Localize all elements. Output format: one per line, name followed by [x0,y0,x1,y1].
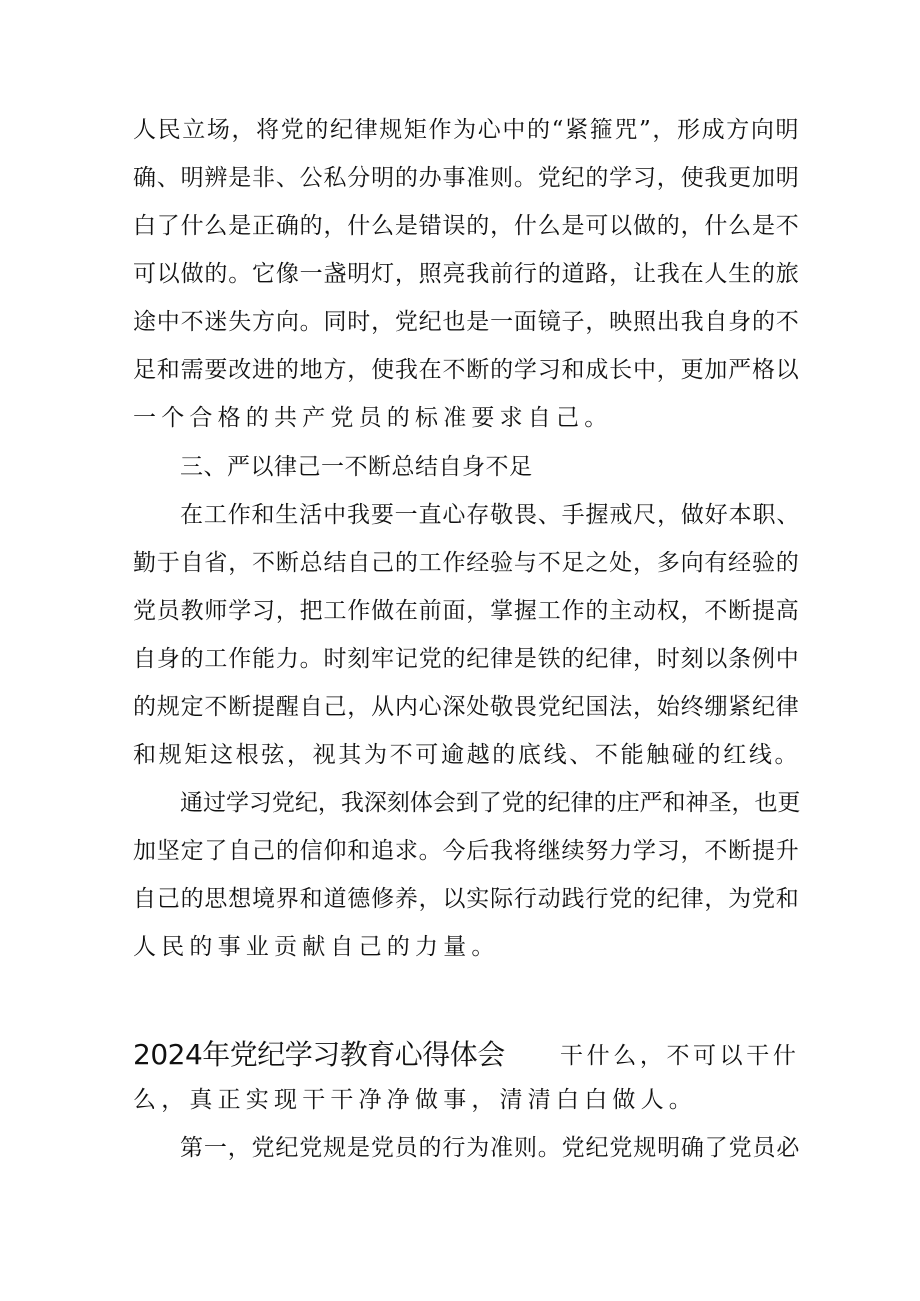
document-title: 2024年党纪学习教育心得体会 [133,1038,505,1071]
paragraph-line: 人民的事业贡献自己的力量。 [133,934,500,960]
paragraph-line: 可以做的。它像一盏明灯，照亮我前行的道路，让我在人生的旅 [133,261,800,287]
paragraph-line: 和规矩这根弦，视其为不可逾越的底线、不能触碰的红线。 [133,742,801,768]
paragraph-line: 途中不迷失方向。同时，党纪也是一面镜子，映照出我自身的不 [133,309,800,335]
paragraph-line: 白了什么是正确的，什么是错误的，什么是可以做的，什么是不 [133,213,800,239]
paragraph-line: 干什么，不可以干什 [560,1043,800,1069]
paragraph-line: 加坚定了自己的信仰和追求。今后我将继续努力学习，不断提升 [133,838,800,864]
paragraph-line: 勤于自省，不断总结自己的工作经验与不足之处，多向有经验的 [133,550,800,576]
paragraph-line: 党员教师学习，把工作做在前面，掌握工作的主动权，不断提高 [133,598,800,624]
paragraph-line: 通过学习党纪，我深刻体会到了党的纪律的庄严和神圣，也更 [180,790,801,816]
paragraph-line: 的规定不断提醒自己，从内心深处敬畏党纪国法，始终绷紧纪律 [133,694,800,720]
paragraph-line: 自己的思想境界和道德修养，以实际行动践行党的纪律，为党和 [133,886,800,912]
paragraph-line: 足和需要改进的地方，使我在不断的学习和成长中，更加严格以 [133,357,800,383]
paragraph-line: 么，真正实现干干净净做事，清清白白做人。 [133,1087,697,1113]
paragraph-line: 人民立场，将党的纪律规矩作为心中的“紧箍咒”，形成方向明 [133,117,801,143]
paragraph-line: 自身的工作能力。时刻牢记党的纪律是铁的纪律，时刻以条例中 [133,646,800,672]
paragraph-line: 确、明辨是非、公私分明的办事准则。党纪的学习，使我更加明 [133,165,800,191]
section-heading: 三、严以律己一不断总结自身不足 [180,454,533,480]
paragraph-line: 第一，党纪党规是党员的行为准则。党纪党规明确了党员必 [180,1135,801,1161]
paragraph-line: 在工作和生活中我要一直心存敬畏、手握戒尺，做好本职、 [180,502,801,528]
paragraph-line: 一个合格的共产党员的标准要求自己。 [133,405,613,431]
